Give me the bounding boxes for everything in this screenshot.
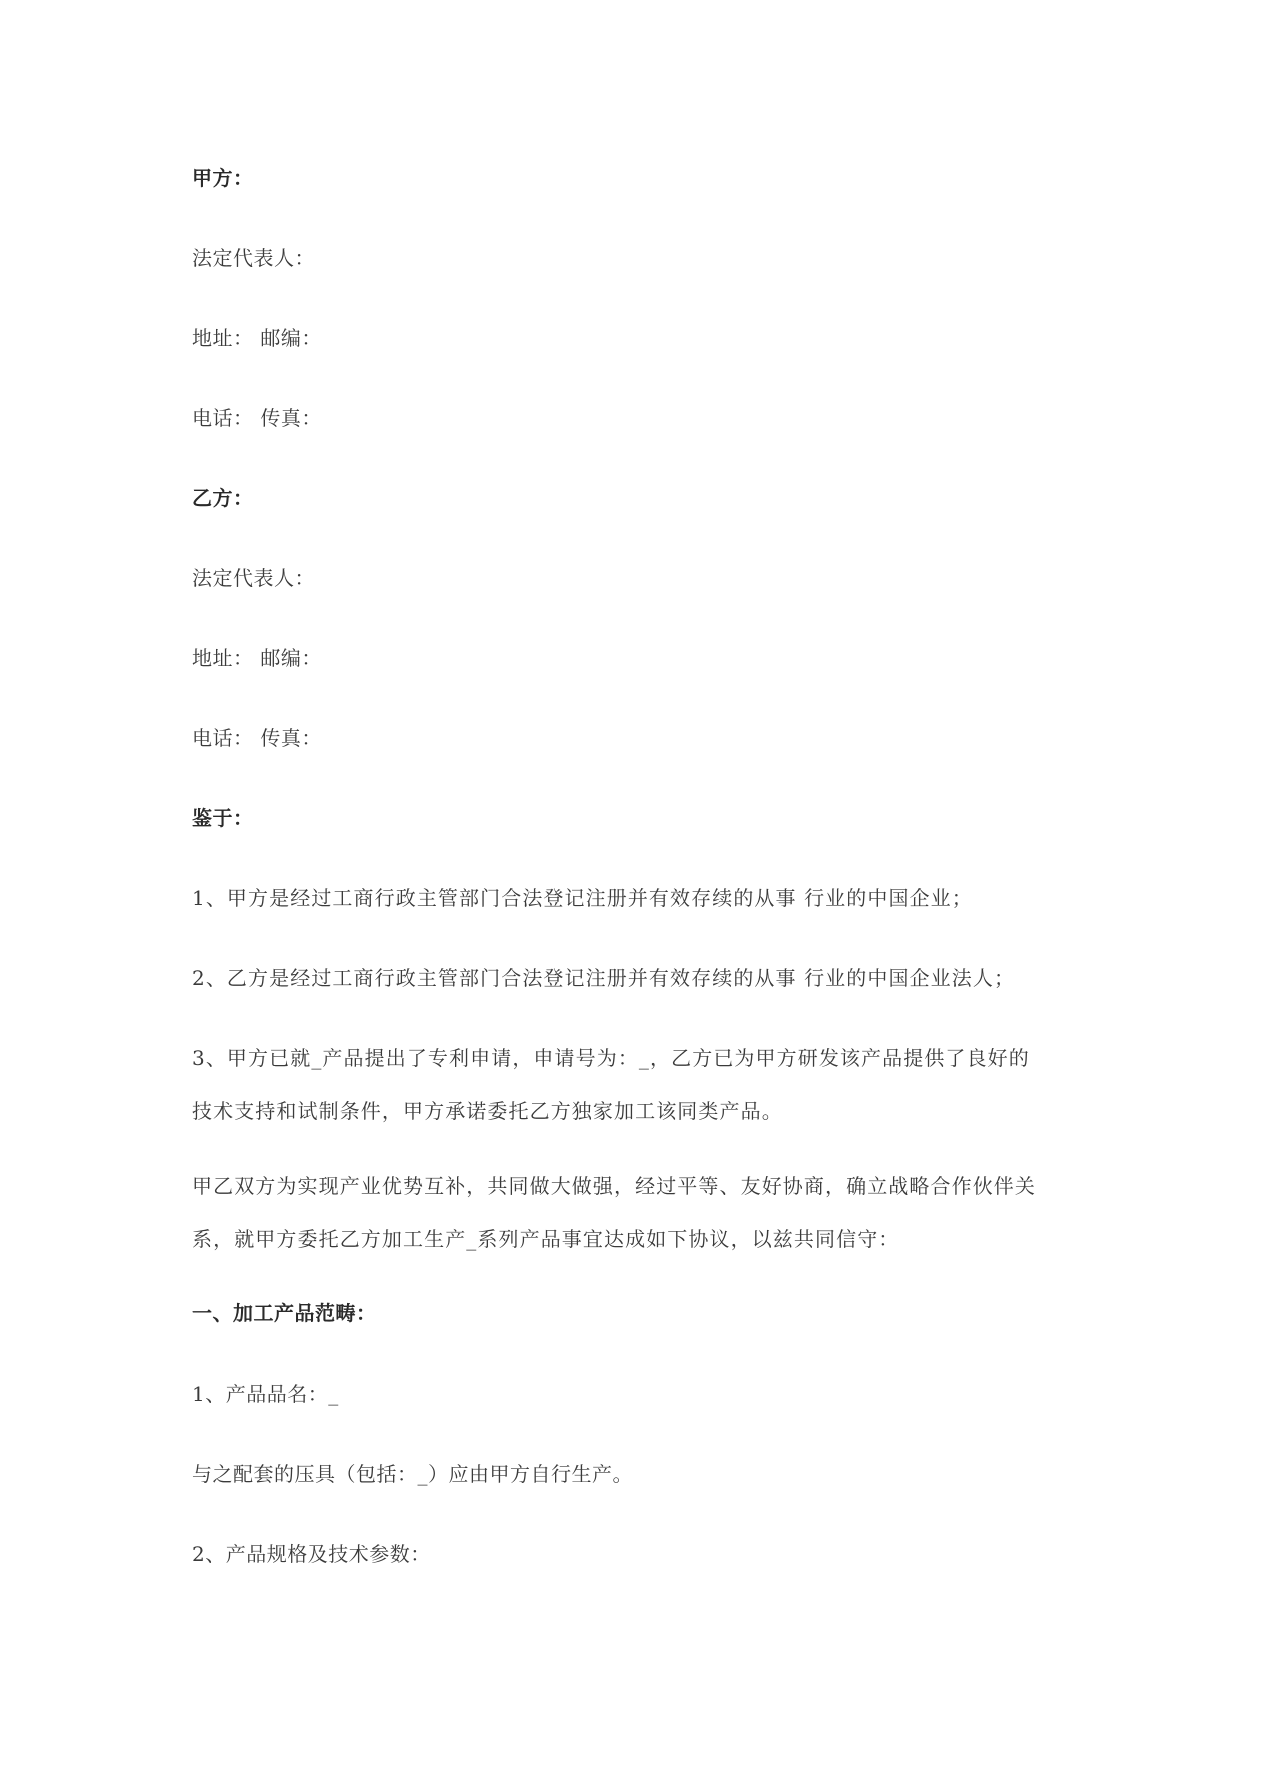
party-b-address: 地址： 邮编： xyxy=(192,646,322,670)
section-1-item-1-note: 与之配套的压具（包括：_）应由甲方自行生产。 xyxy=(192,1462,633,1486)
section-1-item-2: 2、产品规格及技术参数： xyxy=(192,1542,431,1566)
whereas-item-1: 1、甲方是经过工商行政主管部门合法登记注册并有效存续的从事 行业的中国企业； xyxy=(192,886,973,910)
party-a-address: 地址： 邮编： xyxy=(192,326,322,350)
party-b-legal-representative: 法定代表人： xyxy=(192,566,315,590)
section-1-item-1: 1、产品品名：_ xyxy=(192,1382,339,1406)
party-a-heading: 甲方： xyxy=(192,166,254,190)
whereas-item-3-line-2: 技术支持和试制条件，甲方承诺委托乙方独家加工该同类产品。 xyxy=(192,1099,783,1123)
section-1-heading: 一、加工产品范畴： xyxy=(192,1301,377,1325)
party-b-heading: 乙方： xyxy=(192,486,254,510)
party-b-phone: 电话： 传真： xyxy=(192,726,322,750)
agreement-intro-line-2: 系，就甲方委托乙方加工生产_系列产品事宜达成如下协议，以兹共同信守： xyxy=(192,1227,900,1251)
whereas-item-2: 2、乙方是经过工商行政主管部门合法登记注册并有效存续的从事 行业的中国企业法人； xyxy=(192,966,1016,990)
whereas-item-3-line-1: 3、甲方已就_产品提出了专利申请，申请号为：_，乙方已为甲方研发该产品提供了良好的 xyxy=(192,1046,1030,1070)
party-a-legal-representative: 法定代表人： xyxy=(192,246,315,270)
whereas-heading: 鉴于： xyxy=(192,806,254,830)
agreement-intro-line-1: 甲乙双方为实现产业优势互补，共同做大做强，经过平等、友好协商，确立战略合作伙伴关 xyxy=(192,1174,1036,1198)
party-a-phone: 电话： 传真： xyxy=(192,406,322,430)
